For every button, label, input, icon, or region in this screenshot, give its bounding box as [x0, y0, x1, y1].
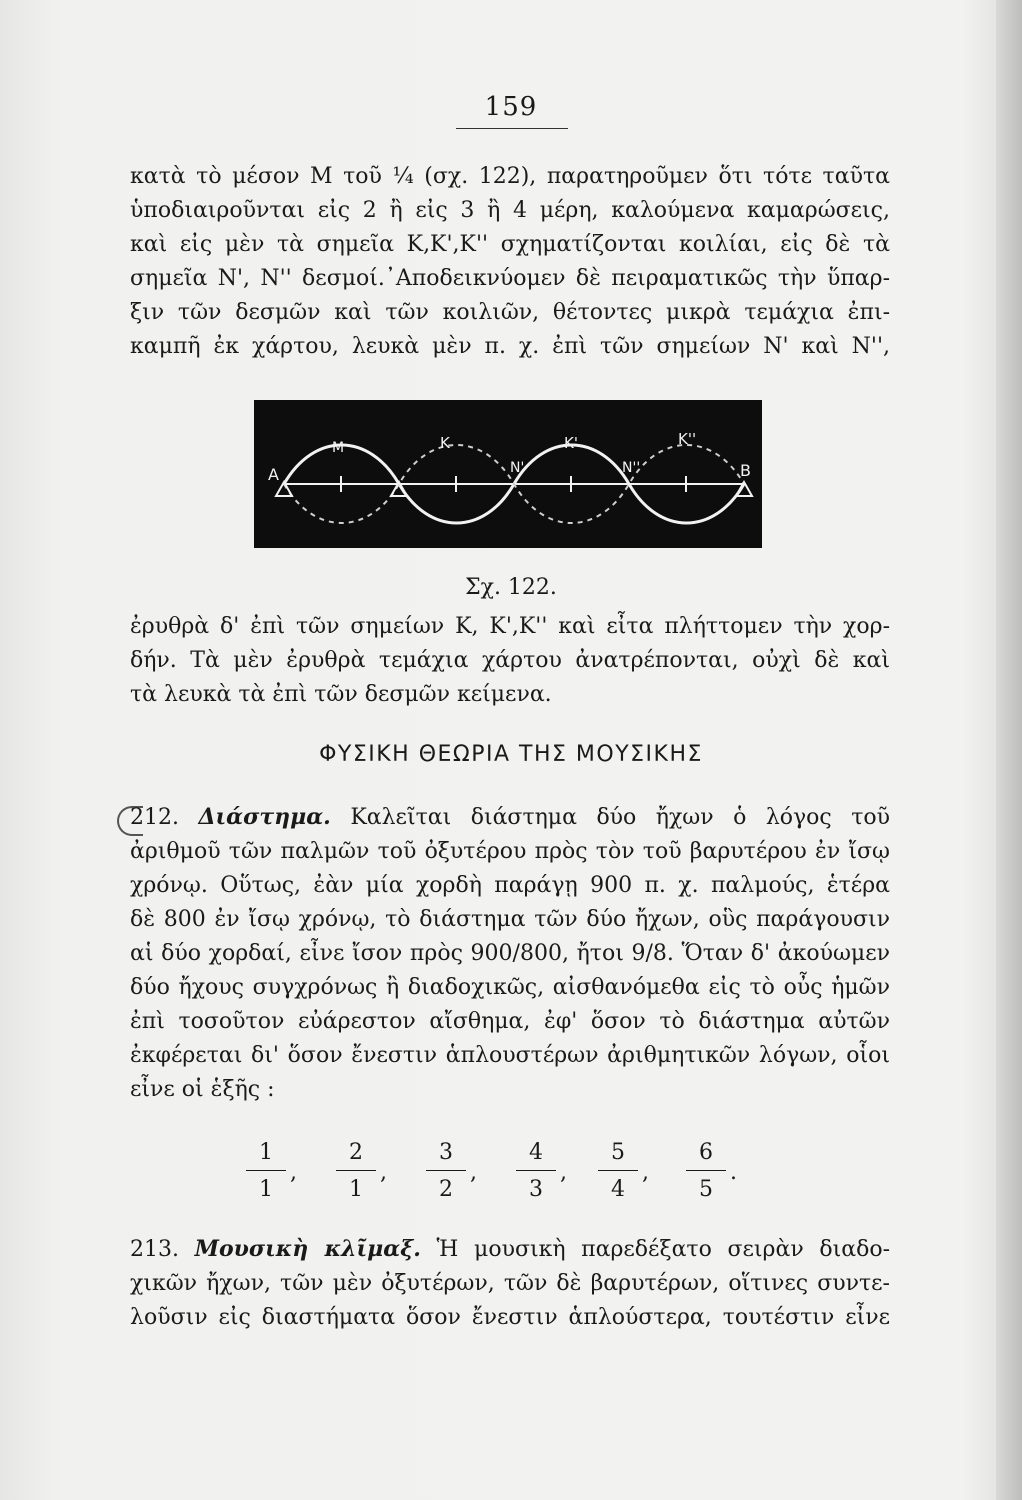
- text-line: τὰ λευκὰ τὰ ἐπὶ τῶν δεσμῶν κείμενα.: [130, 682, 552, 707]
- text-line: καὶ εἰς μὲν τὰ σημεῖα Κ,Κ',Κ'' σχηματίζονται κοιλίαι, εἰς δὲ τὰ: [130, 232, 890, 257]
- text-line: χικῶν ἤχων, τῶν μὲν ὀξυτέρων, τῶν δὲ βαρυτέρων, οἵτινες συντε-: [130, 1271, 890, 1296]
- section-212-first-line: [130, 800, 890, 835]
- fraction: [684, 1138, 728, 1205]
- label-A: A: [268, 465, 279, 484]
- page-number: 159: [484, 92, 538, 122]
- text-line: ἀριθμοῦ τῶν παλμῶν τοῦ ὀξυτέρου πρὸς τὸν τοῦ βαρυτέρου ἐν ἴσῳ: [130, 839, 890, 864]
- numerator: 3: [439, 1140, 453, 1165]
- fraction: [334, 1138, 378, 1205]
- text-line: καμπῆ ἐκ χάρτου, λευκὰ μὲν π. χ. ἐπὶ τῶν σημείων Ν' καὶ Ν'',: [130, 334, 890, 359]
- text-line: εἶνε οἱ ἑξῆς :: [130, 1077, 275, 1102]
- header-rule: [456, 128, 568, 129]
- fraction: [424, 1138, 468, 1205]
- section-213-first-line: [130, 1232, 890, 1267]
- text-line: ἐρυθρὰ δ' ἐπὶ τῶν σημείων Κ, Κ',Κ'' καὶ εἶτα πλήττομεν τὴν χορ-: [130, 614, 890, 639]
- ratio-fractions: 1 1 , 2 1 , 3 2 , 4 3 , 5 4 , 6 5 .: [220, 1138, 780, 1208]
- label-N-double-prime: N'': [622, 460, 641, 476]
- text-line: δὲ 800 ἐν ἴσῳ χρόνῳ, τὸ διάστημα τῶν δύο ἤχων, οὓς παράγουσιν: [130, 907, 890, 932]
- text-line: ἐκφέρεται δι' ὅσον ἔνεστιν ἁπλουστέρων ἀριθμητικῶν λόγων, οἷοι: [130, 1043, 890, 1068]
- denominator: 5: [699, 1177, 713, 1202]
- numerator: 1: [259, 1140, 273, 1165]
- fraction: [244, 1138, 288, 1205]
- text-line: δύο ἤχους συγχρόνως ἢ διαδοχικῶς, αἰσθανόμεθα εἰς τὸ οὖς ἡμῶν: [130, 975, 890, 1000]
- label-M: M: [332, 440, 345, 456]
- text-line: Καλεῖται διάστημα δύο ἤχων ὁ λόγος τοῦ: [350, 805, 890, 830]
- section-title: Διάστημα.: [198, 804, 331, 830]
- text-line: δήν. Τὰ μὲν ἐρυθρὰ τεμάχια χάρτου ἀνατρέπονται, οὐχὶ δὲ καὶ: [130, 648, 890, 673]
- numerator: 5: [611, 1140, 625, 1165]
- label-K-double-prime: K'': [678, 430, 697, 448]
- string-vibration-figure: [254, 400, 762, 548]
- label-K: K: [440, 434, 450, 452]
- text-line: ὑποδιαιροῦνται εἰς 2 ἢ εἰς 3 ἢ 4 μέρη, καλούμενα καμαρώσεις,: [130, 198, 890, 223]
- standing-wave-diagram: [254, 400, 762, 548]
- denominator: 3: [529, 1177, 543, 1202]
- numerator: 2: [349, 1140, 363, 1165]
- text-line: χρόνῳ. Οὕτως, ἐὰν μία χορδὴ παράγῃ 900 π. χ. παλμούς, ἑτέρα: [130, 873, 890, 898]
- denominator: 1: [259, 1177, 273, 1202]
- text-line: ἐπὶ τοσοῦτον εὐάρεστον αἴσθημα, ἐφ' ὅσον τὸ διάστημα αὐτῶν: [130, 1009, 890, 1034]
- numerator: 4: [529, 1140, 543, 1165]
- denominator: 4: [611, 1177, 625, 1202]
- text-line: αἱ δύο χορδαί, εἶνε ἴσον πρὸς 900/800, ἤτοι 9/8. Ὅταν δ' ἀκούωμεν: [130, 941, 890, 966]
- text-line: κατὰ τὸ μέσον Μ τοῦ ¼ (σχ. 122), παρατηροῦμεν ὅτι τότε ταῦτα: [130, 164, 890, 189]
- label-K-prime: K': [564, 434, 578, 452]
- numerator: 6: [699, 1140, 713, 1165]
- text-line: σημεῖα Ν', Ν'' δεσμοί.᾽Αποδεικνύομεν δὲ πειραματικῶς τὴν ὕπαρ-: [130, 266, 890, 291]
- section-number: 212.: [130, 805, 179, 830]
- section-number: 213.: [130, 1237, 179, 1262]
- text-line: ξιν τῶν δεσμῶν καὶ τῶν κοιλιῶν, θέτοντες μικρὰ τεμάχια ἐπι-: [130, 300, 890, 325]
- section-heading: ΦΥΣΙΚΗ ΘΕΩΡΙΑ ΤΗΣ ΜΟΥΣΙΚΗΣ: [319, 742, 703, 767]
- figure-caption: Σχ. 122.: [465, 575, 557, 600]
- denominator: 2: [439, 1177, 453, 1202]
- paragraph-continuation: [130, 610, 890, 712]
- text-line: λοῦσιν εἰς διαστήματα ὅσον ἔνεστιν ἁπλούστερα, τουτέστιν εἶνε: [130, 1305, 890, 1330]
- fraction: [596, 1138, 640, 1205]
- denominator: 1: [349, 1177, 363, 1202]
- paragraph-intro: [130, 160, 890, 364]
- fraction: [514, 1138, 558, 1205]
- section-title: Μουσικὴ κλῖμαξ.: [194, 1236, 421, 1262]
- section-212: [130, 800, 890, 1107]
- text-line: Ἡ μουσικὴ παρεδέξατο σειρὰν διαδο-: [436, 1237, 890, 1262]
- label-B: B: [740, 461, 751, 480]
- section-213: [130, 1232, 890, 1335]
- label-N-prime: N': [510, 460, 525, 476]
